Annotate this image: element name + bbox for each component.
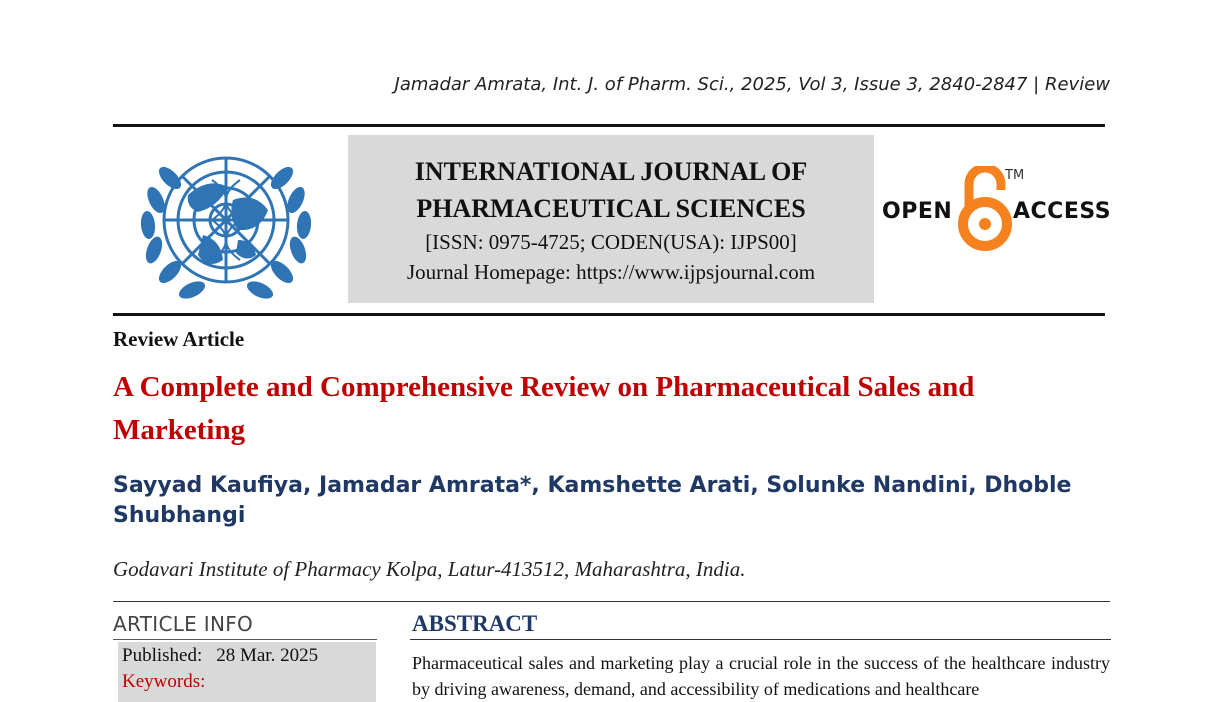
header-bottom-rule: [113, 313, 1105, 316]
journal-name-line1: INTERNATIONAL JOURNAL OF: [414, 157, 808, 186]
open-access-access-text: ACCESS: [1013, 199, 1112, 224]
author-affiliation: Godavari Institute of Pharmacy Kolpa, Latur-413512, Maharashtra, India.: [113, 557, 746, 581]
running-header-citation: Jamadar Amrata, Int. J. of Pharm. Sci., 2025, Vol 3, Issue 3, 2840-2847 | Review: [394, 74, 1110, 95]
open-access-logo: [880, 166, 1110, 256]
open-access-trademark: TM: [1005, 168, 1025, 183]
article-title: A Complete and Comprehensive Review on Pharmaceutical Sales and Marketing: [113, 371, 975, 446]
published-label: Published:: [122, 645, 203, 666]
section-divider: [113, 601, 1110, 602]
article-info-rule: [113, 639, 377, 640]
header-top-rule: [113, 124, 1105, 127]
abstract-text: Pharmaceutical sales and marketing play a crucial role in the success of the healthcare industry by driving awareness, demand, and accessibility of medications and healthcare: [412, 653, 1110, 699]
abstract-heading: ABSTRACT: [412, 611, 538, 636]
article-authors: Sayyad Kaufiya, Jamadar Amrata*, Kamshette Arati, Solunke Nandini, Dhoble Shubhangi: [113, 473, 1072, 528]
keywords-label: Keywords:: [122, 671, 206, 692]
journal-homepage: Journal Homepage: https://www.ijpsjournal.com: [406, 260, 816, 284]
abstract-rule: [410, 639, 1111, 640]
article-info-heading: ARTICLE INFO: [113, 612, 254, 636]
journal-name-line2: PHARMACEUTICAL SCIENCES: [416, 194, 806, 223]
article-type: Review Article: [113, 327, 245, 351]
published-line: [122, 645, 318, 667]
journal-issn: [ISSN: 0975-4725; CODEN(USA): IJPS00]: [425, 230, 797, 254]
published-date: 28 Mar. 2025: [216, 645, 319, 666]
open-access-open-text: OPEN: [882, 199, 953, 224]
journal-banner: [348, 135, 874, 303]
un-emblem-logo: [128, 140, 324, 306]
